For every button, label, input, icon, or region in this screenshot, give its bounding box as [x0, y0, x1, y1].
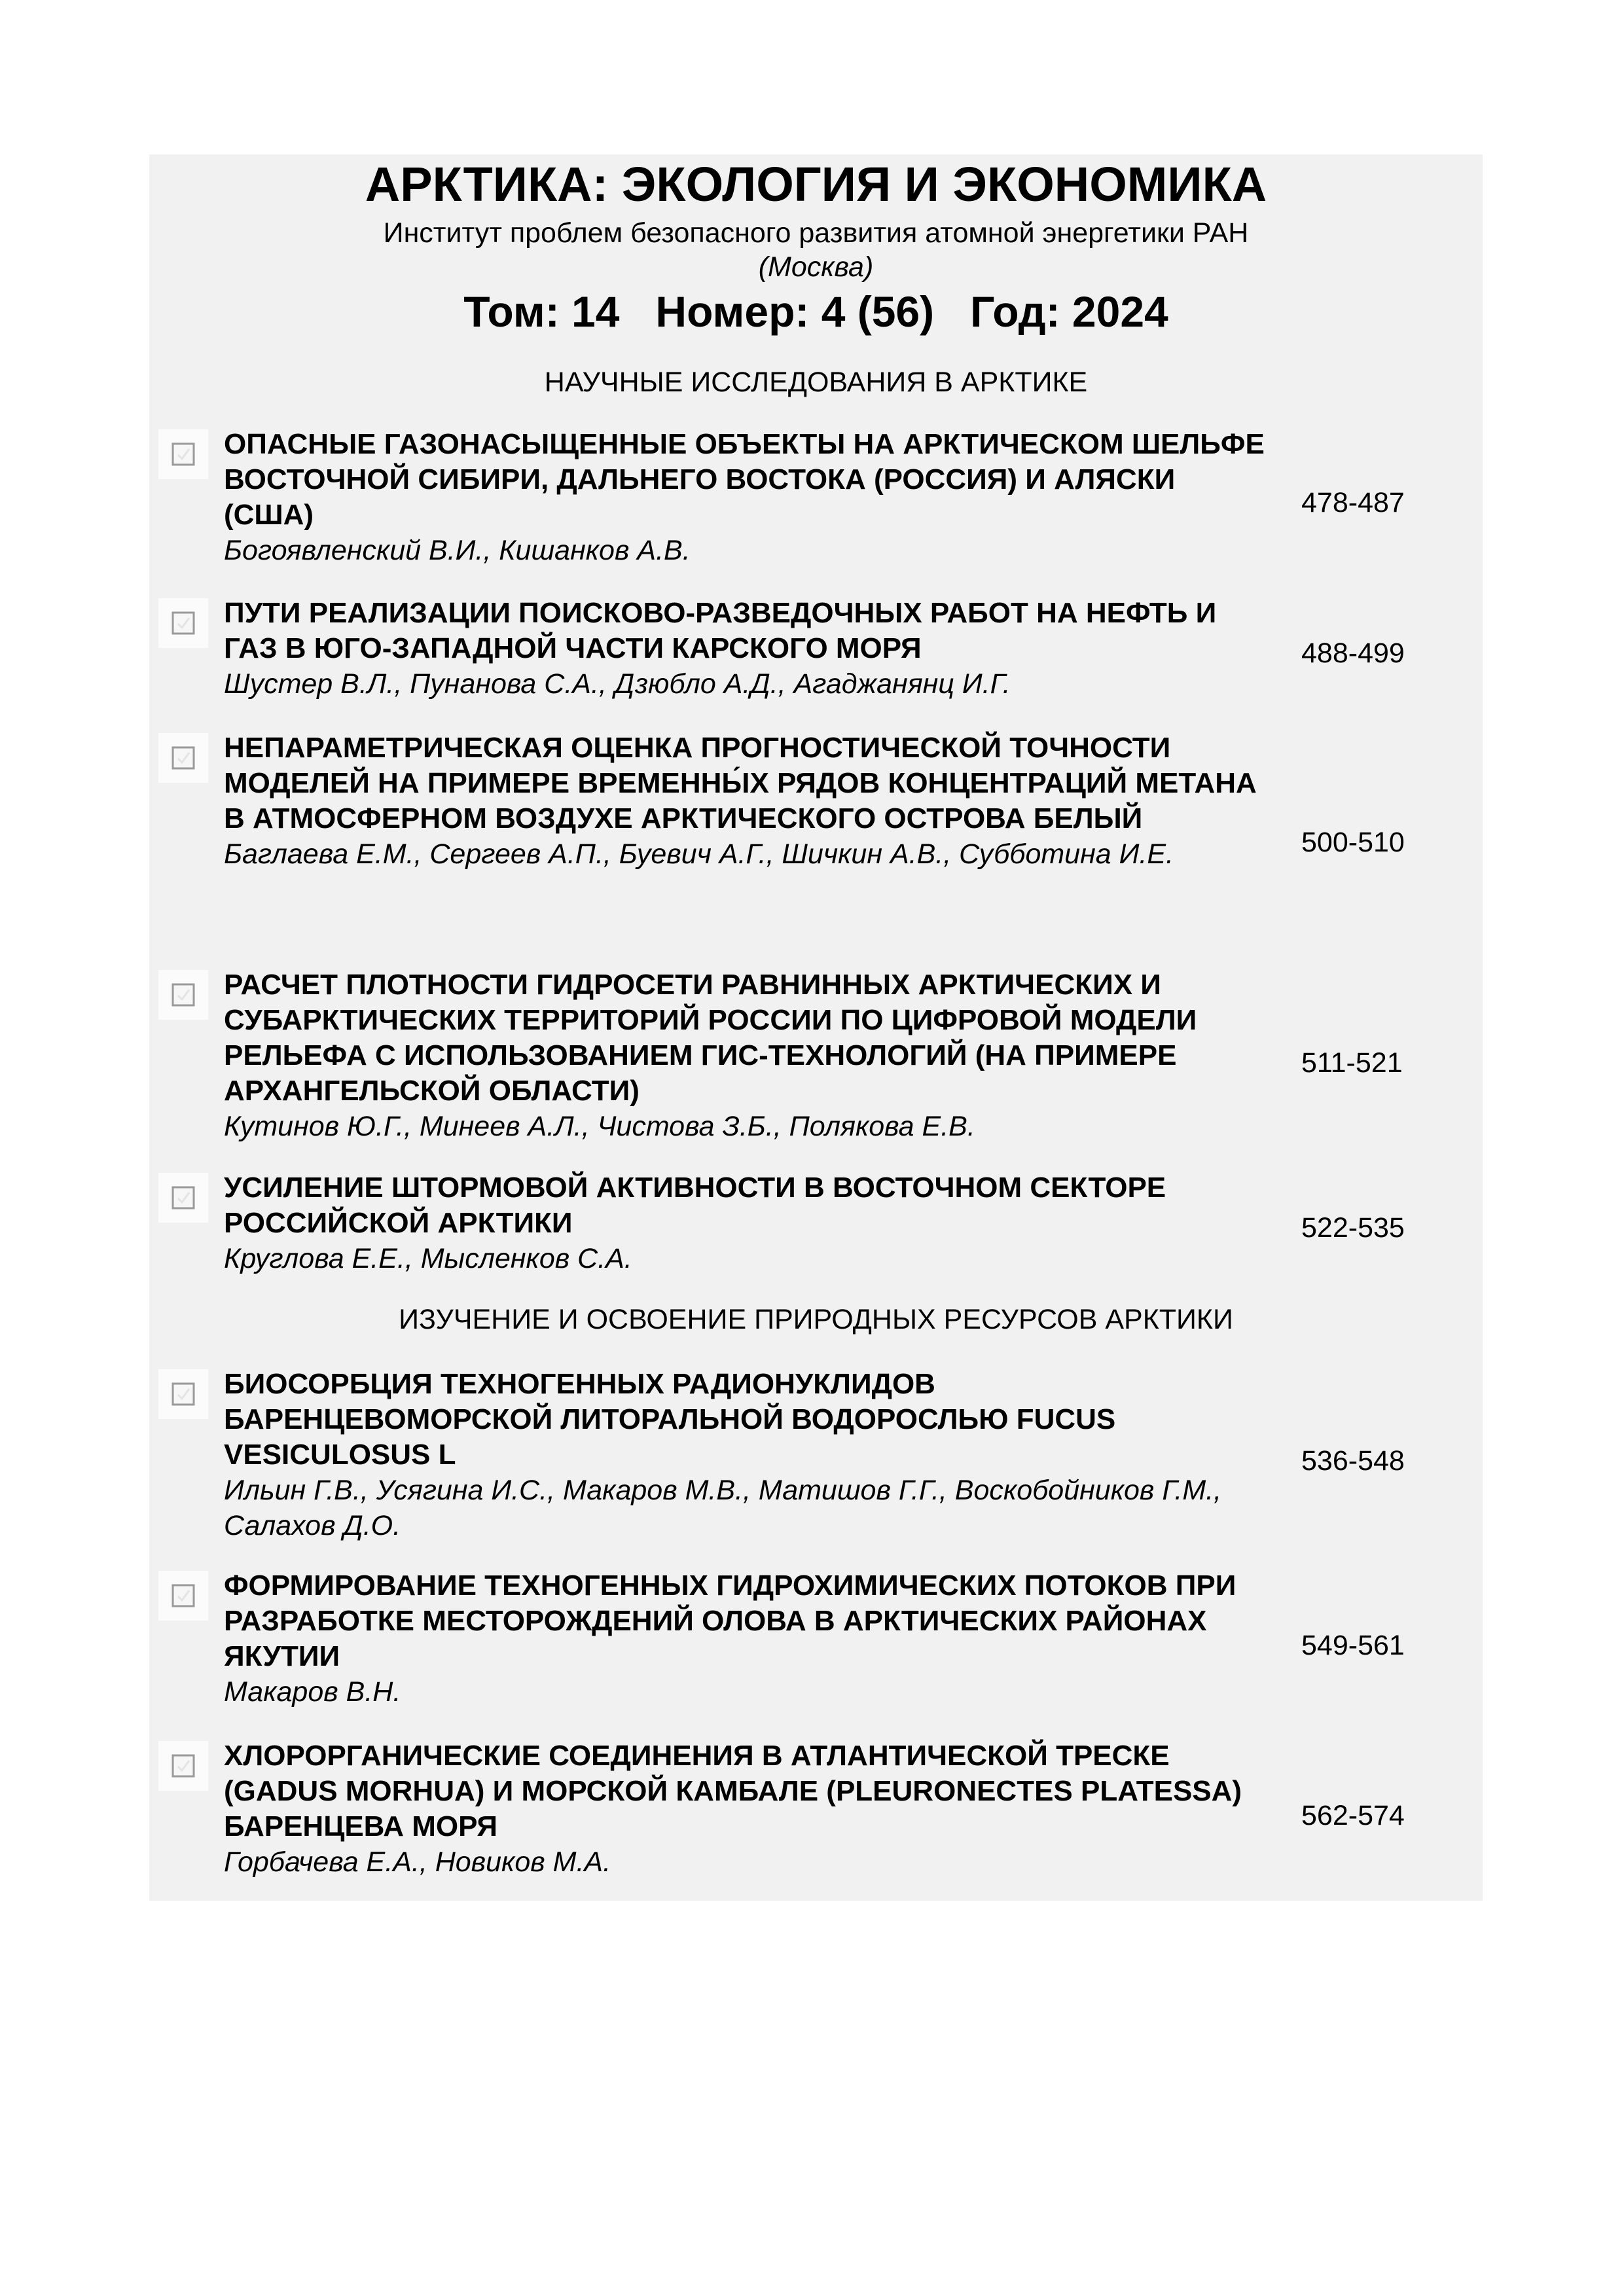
- article-title[interactable]: УСИЛЕНИЕ ШТОРМОВОЙ АКТИВНОСТИ В ВОСТОЧНОМ СЕКТОРЕ РОССИЙСКОЙ АРКТИКИ: [224, 1172, 1166, 1239]
- article-pages: 562-574: [1301, 1800, 1405, 1831]
- checkbox-icon[interactable]: [158, 1369, 208, 1419]
- article-authors: Шустер В.Л., Пунанова С.А., Дзюбло А.Д., Агаджанянц И.Г.: [224, 668, 1011, 700]
- checkbox-icon[interactable]: [158, 970, 208, 1020]
- journal-city: (Москва): [758, 251, 874, 283]
- article-pages: 500-510: [1301, 827, 1405, 858]
- article-authors: Круглова Е.Е., Мысленков С.А.: [224, 1243, 632, 1274]
- section-title: НАУЧНЫЕ ИССЛЕДОВАНИЯ В АРКТИКЕ: [544, 367, 1088, 398]
- article-text: [224, 1170, 1265, 1276]
- journal-title: АРКТИКА: ЭКОЛОГИЯ И ЭКОНОМИКА: [365, 157, 1267, 211]
- article-authors: Ильин Г.В., Усягина И.С., Макаров М.В., Матишов Г.Г., Воскобойников Г.М., Салахов Д.О.: [224, 1475, 1222, 1541]
- article-text: [224, 1738, 1265, 1880]
- article-title[interactable]: РАСЧЕТ ПЛОТНОСТИ ГИДРОСЕТИ РАВНИННЫХ АРКТИЧЕСКИХ И СУБАРКТИЧЕСКИХ ТЕРРИТОРИЙ РОССИИ ПО ЦИФРОВОЙ МОДЕЛИ РЕЛЬЕФА С ИСПОЛЬЗОВАНИЕМ ГИС-ТЕХНОЛОГИЙ (НА ПРИМЕРЕ АРХАНГЕЛЬСКОЙ ОБЛАСТИ): [224, 969, 1197, 1107]
- article-text: [224, 730, 1265, 872]
- section-title: ИЗУЧЕНИЕ И ОСВОЕНИЕ ПРИРОДНЫХ РЕСУРСОВ АРКТИКИ: [399, 1304, 1233, 1335]
- issue-info: Том: 14 Номер: 4 (56) Год: 2024: [463, 287, 1168, 336]
- article-title[interactable]: ОПАСНЫЕ ГАЗОНАСЫЩЕННЫЕ ОБЪЕКТЫ НА АРКТИЧЕСКОМ ШЕЛЬФЕ ВОСТОЧНОЙ СИБИРИ, ДАЛЬНЕГО ВОСТОКА (РОССИЯ) И АЛЯСКИ (США): [224, 428, 1265, 531]
- journal-institution: Институт проблем безопасного развития атомной энергетики РАН: [383, 217, 1249, 249]
- article-text: [224, 1367, 1265, 1543]
- article-authors: Макаров В.Н.: [224, 1676, 401, 1708]
- article-pages: 478-487: [1301, 487, 1405, 518]
- checkbox-icon[interactable]: [158, 1741, 208, 1791]
- article-title[interactable]: НЕПАРАМЕТРИЧЕСКАЯ ОЦЕНКА ПРОГНОСТИЧЕСКОЙ ТОЧНОСТИ МОДЕЛЕЙ НА ПРИМЕРЕ ВРЕМЕННЫ́Х РЯДОВ КОНЦЕНТРАЦИЙ МЕТАНА В АТМОСФЕРНОМ ВОЗДУХЕ АРКТИЧЕСКОГО ОСТРОВА БЕЛЫЙ: [224, 732, 1257, 834]
- checkbox-icon[interactable]: [158, 1571, 208, 1621]
- checkbox-icon[interactable]: [158, 598, 208, 648]
- article-title[interactable]: ХЛОРОРГАНИЧЕСКИЕ СОЕДИНЕНИЯ В АТЛАНТИЧЕСКОЙ ТРЕСКЕ (GADUS MORHUA) И МОРСКОЙ КАМБАЛЕ (PLEURONECTES PLATESSA) БАРЕНЦЕВА МОРЯ: [224, 1740, 1242, 1842]
- checkbox-icon[interactable]: [158, 733, 208, 783]
- article-pages: 522-535: [1301, 1212, 1405, 1244]
- article-pages: 549-561: [1301, 1630, 1405, 1661]
- article-text: [224, 427, 1265, 568]
- article-title[interactable]: БИОСОРБЦИЯ ТЕХНОГЕННЫХ РАДИОНУКЛИДОВ БАРЕНЦЕВОМОРСКОЙ ЛИТОРАЛЬНОЙ ВОДОРОСЛЬЮ FUCUS VESICULOSUS L: [224, 1368, 1116, 1471]
- article-authors: Кутинов Ю.Г., Минеев А.Л., Чистова З.Б., Полякова Е.В.: [224, 1111, 975, 1142]
- article-authors: Богоявленский В.И., Кишанков А.В.: [224, 535, 691, 566]
- article-title[interactable]: ФОРМИРОВАНИЕ ТЕХНОГЕННЫХ ГИДРОХИМИЧЕСКИХ ПОТОКОВ ПРИ РАЗРАБОТКЕ МЕСТОРОЖДЕНИЙ ОЛОВА В АРКТИЧЕСКИХ РАЙОНАХ ЯКУТИИ: [224, 1570, 1236, 1672]
- checkbox-icon[interactable]: [158, 429, 208, 479]
- article-text: [224, 596, 1265, 702]
- article-pages: 511-521: [1301, 1047, 1403, 1079]
- article-text: [224, 967, 1265, 1144]
- article-text: [224, 1568, 1265, 1710]
- article-authors: Горбачева Е.А., Новиков М.А.: [224, 1846, 611, 1878]
- article-authors: Баглаева Е.М., Сергеев А.П., Буевич А.Г., Шичкин А.В., Субботина И.Е.: [224, 838, 1174, 870]
- checkbox-icon[interactable]: [158, 1173, 208, 1223]
- article-pages: 536-548: [1301, 1445, 1405, 1477]
- article-pages: 488-499: [1301, 637, 1405, 669]
- article-title[interactable]: ПУТИ РЕАЛИЗАЦИИ ПОИСКОВО-РАЗВЕДОЧНЫХ РАБОТ НА НЕФТЬ И ГАЗ В ЮГО-ЗАПАДНОЙ ЧАСТИ КАРСКОГО МОРЯ: [224, 597, 1217, 664]
